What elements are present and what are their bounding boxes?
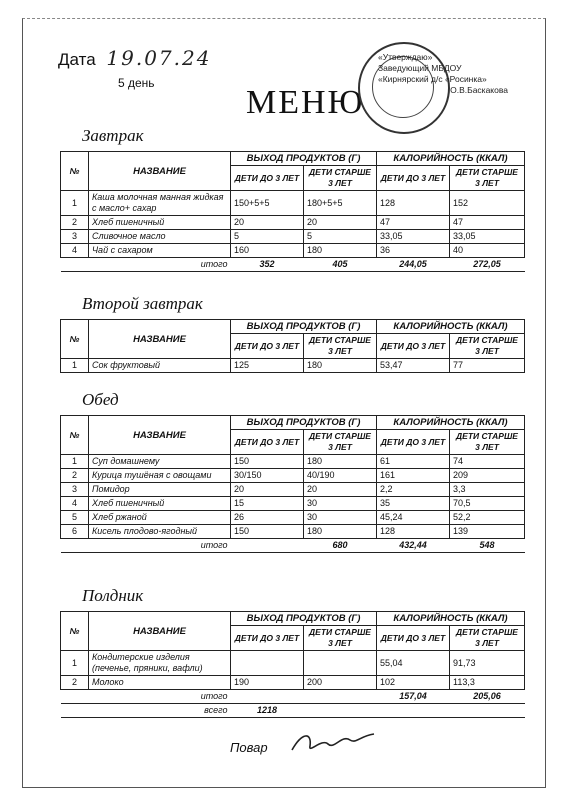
menu-table [60, 611, 525, 718]
calories-under3: 47 [377, 216, 450, 230]
output-over3: 40/190 [304, 469, 377, 483]
total-row [61, 258, 525, 272]
menu-table [60, 319, 525, 373]
section-title: Второй завтрак [82, 294, 203, 313]
table-row [61, 651, 525, 676]
row-num: 4 [61, 497, 89, 511]
total-label: итого [89, 258, 231, 272]
calories-over3: 152 [450, 191, 525, 216]
dish-name: Молоко [89, 676, 231, 690]
row-num: 2 [61, 469, 89, 483]
date-line [58, 46, 211, 70]
output-over3: 30 [304, 511, 377, 525]
col-under3: ДЕТИ ДО 3 ЛЕТ [377, 166, 450, 191]
col-name: НАЗВАНИЕ [89, 152, 231, 191]
output-over3: 180 [304, 455, 377, 469]
col-over3: ДЕТИ СТАРШЕ 3 ЛЕТ [304, 166, 377, 191]
table-row [61, 230, 525, 244]
approval-line-1: «Утверждаю» [378, 52, 433, 62]
grand-total-row [61, 704, 525, 718]
table-row [61, 191, 525, 216]
output-under3: 15 [231, 497, 304, 511]
total-output-under3 [231, 690, 304, 704]
col-under3: ДЕТИ ДО 3 ЛЕТ [231, 334, 304, 359]
menu-table [60, 151, 525, 272]
calories-over3: 52,2 [450, 511, 525, 525]
dish-name: Хлеб пшеничный [89, 497, 231, 511]
date-value: 19.07.24 [106, 46, 212, 70]
output-under3: 30/150 [231, 469, 304, 483]
output-under3: 160 [231, 244, 304, 258]
calories-under3: 53,47 [377, 359, 450, 373]
row-num: 3 [61, 230, 89, 244]
calories-under3: 128 [377, 191, 450, 216]
col-name: НАЗВАНИЕ [89, 320, 231, 359]
output-under3: 150 [231, 525, 304, 539]
col-over3: ДЕТИ СТАРШЕ 3 ЛЕТ [304, 430, 377, 455]
grand-calories-under3 [377, 704, 450, 718]
table-row [61, 216, 525, 230]
table-row [61, 676, 525, 690]
output-over3: 180 [304, 244, 377, 258]
table-row [61, 483, 525, 497]
total-label: итого [89, 539, 231, 553]
table-row [61, 359, 525, 373]
dish-name: Кондитерские изделия (печенье, пряники, вафли) [89, 651, 231, 676]
row-num: 6 [61, 525, 89, 539]
output-under3 [231, 651, 304, 676]
dish-name: Помидор [89, 483, 231, 497]
output-over3: 180 [304, 359, 377, 373]
col-output: ВЫХОД ПРОДУКТОВ (Г) [231, 320, 377, 334]
page-title: МЕНЮ [246, 84, 365, 121]
dish-name: Каша молочная манная жидкая с масло+ сахар [89, 191, 231, 216]
grand-output-over3 [304, 704, 377, 718]
dish-name: Кисель плодово-ягодный [89, 525, 231, 539]
output-over3: 5 [304, 230, 377, 244]
dish-name: Чай с сахаром [89, 244, 231, 258]
menu-table [60, 415, 525, 553]
row-num: 5 [61, 511, 89, 525]
total-output-under3 [231, 539, 304, 553]
col-over3: ДЕТИ СТАРШЕ 3 ЛЕТ [304, 334, 377, 359]
calories-over3: 70,5 [450, 497, 525, 511]
row-num: 2 [61, 216, 89, 230]
col-over3: ДЕТИ СТАРШЕ 3 ЛЕТ [450, 334, 525, 359]
output-over3: 180+5+5 [304, 191, 377, 216]
table-row [61, 511, 525, 525]
table-row [61, 244, 525, 258]
col-over3: ДЕТИ СТАРШЕ 3 ЛЕТ [450, 626, 525, 651]
total-calories-under3: 244,05 [377, 258, 450, 272]
calories-over3: 209 [450, 469, 525, 483]
dish-name: Хлеб пшеничный [89, 216, 231, 230]
output-over3: 20 [304, 483, 377, 497]
col-over3: ДЕТИ СТАРШЕ 3 ЛЕТ [304, 626, 377, 651]
section-lunch [60, 390, 524, 553]
total-calories-over3: 548 [450, 539, 525, 553]
row-num: 1 [61, 455, 89, 469]
calories-over3: 33,05 [450, 230, 525, 244]
output-over3: 30 [304, 497, 377, 511]
col-calories: КАЛОРИЙНОСТЬ (ККАЛ) [377, 152, 525, 166]
section-second-breakfast [60, 294, 524, 373]
total-output-over3 [304, 690, 377, 704]
section-breakfast [60, 126, 524, 272]
calories-under3: 45,24 [377, 511, 450, 525]
col-over3: ДЕТИ СТАРШЕ 3 ЛЕТ [450, 166, 525, 191]
total-calories-under3: 432,44 [377, 539, 450, 553]
col-over3: ДЕТИ СТАРШЕ 3 ЛЕТ [450, 430, 525, 455]
output-under3: 5 [231, 230, 304, 244]
calories-under3: 55,04 [377, 651, 450, 676]
date-label: Дата [58, 50, 96, 69]
section-title: Завтрак [82, 126, 144, 145]
calories-under3: 36 [377, 244, 450, 258]
col-under3: ДЕТИ ДО 3 ЛЕТ [377, 430, 450, 455]
dish-name: Сок фруктовый [89, 359, 231, 373]
total-calories-over3: 272,05 [450, 258, 525, 272]
row-num: 1 [61, 651, 89, 676]
total-output-over3: 680 [304, 539, 377, 553]
total-row [61, 539, 525, 553]
col-output: ВЫХОД ПРОДУКТОВ (Г) [231, 612, 377, 626]
table-row [61, 497, 525, 511]
output-over3: 200 [304, 676, 377, 690]
col-output: ВЫХОД ПРОДУКТОВ (Г) [231, 152, 377, 166]
table-row [61, 525, 525, 539]
calories-under3: 61 [377, 455, 450, 469]
output-under3: 150+5+5 [231, 191, 304, 216]
calories-over3: 113,3 [450, 676, 525, 690]
dish-name: Сливочное масло [89, 230, 231, 244]
day-label: 5 день [118, 76, 155, 90]
col-output: ВЫХОД ПРОДУКТОВ (Г) [231, 416, 377, 430]
calories-under3: 2,2 [377, 483, 450, 497]
output-under3: 20 [231, 216, 304, 230]
calories-under3: 33,05 [377, 230, 450, 244]
calories-over3: 40 [450, 244, 525, 258]
row-num: 3 [61, 483, 89, 497]
calories-under3: 102 [377, 676, 450, 690]
grand-total-label: всего [89, 704, 231, 718]
calories-over3: 47 [450, 216, 525, 230]
calories-under3: 161 [377, 469, 450, 483]
dish-name: Хлеб ржаной [89, 511, 231, 525]
section-title: Полдник [82, 586, 144, 605]
calories-over3: 139 [450, 525, 525, 539]
row-num: 1 [61, 359, 89, 373]
total-output-over3: 405 [304, 258, 377, 272]
calories-under3: 35 [377, 497, 450, 511]
col-num: № [61, 416, 89, 455]
dish-name: Курица тушёная с овощами [89, 469, 231, 483]
col-num: № [61, 612, 89, 651]
col-calories: КАЛОРИЙНОСТЬ (ККАЛ) [377, 320, 525, 334]
handwritten-signature [288, 728, 378, 758]
col-under3: ДЕТИ ДО 3 ЛЕТ [377, 334, 450, 359]
col-calories: КАЛОРИЙНОСТЬ (ККАЛ) [377, 612, 525, 626]
calories-over3: 3,3 [450, 483, 525, 497]
approval-line-3: «Кирнярский д/с «Росинка» [378, 74, 487, 84]
output-under3: 20 [231, 483, 304, 497]
output-under3: 26 [231, 511, 304, 525]
output-under3: 150 [231, 455, 304, 469]
col-calories: КАЛОРИЙНОСТЬ (ККАЛ) [377, 416, 525, 430]
approval-line-2: Заведующий МБДОУ [378, 63, 462, 73]
row-num: 4 [61, 244, 89, 258]
signature-label: Повар [230, 740, 268, 755]
calories-under3: 128 [377, 525, 450, 539]
output-over3 [304, 651, 377, 676]
approval-text [378, 52, 528, 96]
row-num: 1 [61, 191, 89, 216]
table-row [61, 455, 525, 469]
grand-calories-over3 [450, 704, 525, 718]
calories-over3: 77 [450, 359, 525, 373]
total-calories-under3: 157,04 [377, 690, 450, 704]
output-over3: 20 [304, 216, 377, 230]
col-under3: ДЕТИ ДО 3 ЛЕТ [377, 626, 450, 651]
grand-output-under3: 1218 [231, 704, 304, 718]
approval-line-4: О.В.Баскакова [450, 85, 508, 95]
calories-over3: 91,73 [450, 651, 525, 676]
section-afternoon-snack [60, 586, 524, 718]
calories-over3: 74 [450, 455, 525, 469]
col-num: № [61, 152, 89, 191]
total-output-under3: 352 [231, 258, 304, 272]
total-calories-over3: 205,06 [450, 690, 525, 704]
output-under3: 190 [231, 676, 304, 690]
col-num: № [61, 320, 89, 359]
output-over3: 180 [304, 525, 377, 539]
table-row [61, 469, 525, 483]
dish-name: Суп домашнему [89, 455, 231, 469]
section-title: Обед [82, 390, 119, 409]
col-under3: ДЕТИ ДО 3 ЛЕТ [231, 430, 304, 455]
col-under3: ДЕТИ ДО 3 ЛЕТ [231, 166, 304, 191]
col-name: НАЗВАНИЕ [89, 612, 231, 651]
col-name: НАЗВАНИЕ [89, 416, 231, 455]
output-under3: 125 [231, 359, 304, 373]
total-label: итого [89, 690, 231, 704]
col-under3: ДЕТИ ДО 3 ЛЕТ [231, 626, 304, 651]
row-num: 2 [61, 676, 89, 690]
total-row [61, 690, 525, 704]
